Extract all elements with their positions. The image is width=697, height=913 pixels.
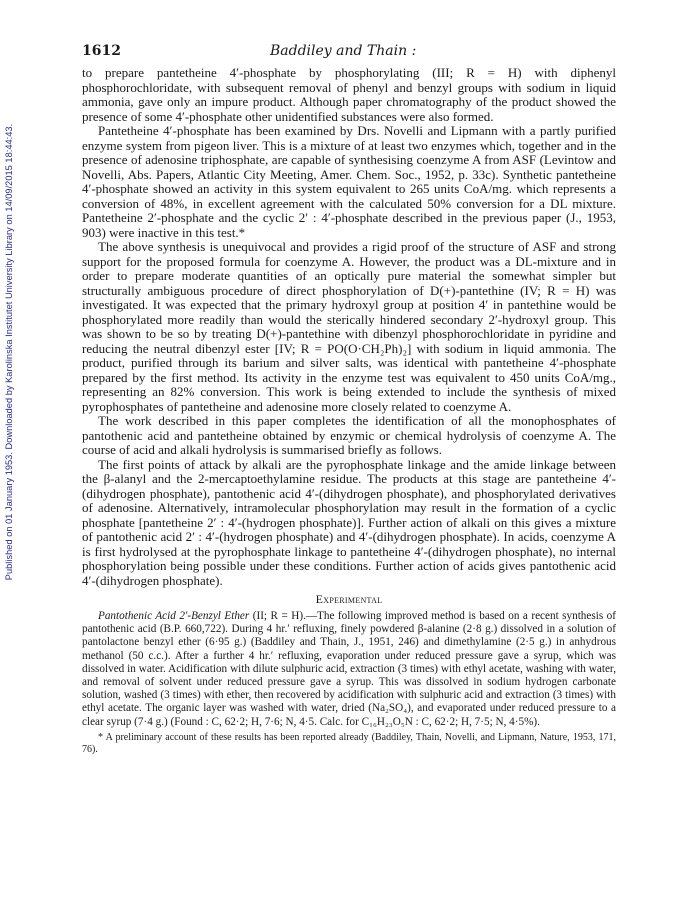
section-heading-experimental: Experimental bbox=[315, 592, 383, 606]
paragraph-2: Pantetheine 4′-phosphate has been examined by Drs. Novelli and Lipmann with a partly purified enzyme system from pigeon liver. This is a mixture of at least two enzymes which, together and in the presence of adenosine triphosphate, are capable of synthesising coenzyme A from ASF (Levintow and Novelli, Abs. Papers, Atlantic City Meeting, Amer. Chem. Soc., 1952, p. 33c). Synthetic pantetheine 4′-phosphate showed an activity in this system equivalent to 265 units CoA/mg. which represents a conversion of 48%, in excellent agreement with the calculated 50% conversion for a DL mixture. Pantetheine 2′-phosphate and the cyclic 2′ : 4′-phosphate described in the previous paper (J., 1953, 903) were inactive in this test.* bbox=[82, 123, 616, 240]
paragraph-4: The work described in this paper completes the identification of all the monophosphates of pantothenic acid and pantetheine obtained by enzymic or chemical hydrolysis of coenzyme A. The course of acid and alkali hydrolysis is summarised briefly as follows. bbox=[82, 413, 616, 457]
page-number: 1612 bbox=[82, 43, 121, 59]
compound-name: Pantothenic Acid 2′-Benzyl Ether bbox=[98, 610, 250, 622]
article-content bbox=[82, 66, 616, 755]
paragraph-1: to prepare pantetheine 4′-phosphate by phosphorylating (III; R = H) with diphenyl phosphorochloridate, with subsequent removal of phenyl and benzyl groups with sodium in liquid ammonia, gave only an impure product. Although paper chromatography of the product showed the presence of some 4′-phosphate other unidentified substances were also formed. bbox=[82, 65, 616, 124]
footnote: * A preliminary account of these results has been reported already (Baddiley, Thain, Novelli, and Lipmann, Nature, 1953, 171, 76). bbox=[82, 731, 616, 755]
page-header bbox=[82, 43, 612, 63]
paragraph-5: The first points of attack by alkali are the pyrophosphate linkage and the amide linkage between the β-alanyl and the 2-mercaptoethylamine residue. The products at this stage are pantetheine 4′-(dihydrogen phosphate), pantothenic acid 4′-(dihydrogen phosphate), and phosphorylated derivatives of adenosine. Alternatively, intramolecular phosphorylation may result in the formation of a cyclic phosphate [pantetheine 2′ : 4′-(hydrogen phosphate)]. Further action of alkali on this gives a mixture of pantothenic acid 2′ : 4′-(hydrogen phosphate) and 4′-(dihydrogen phosphate). In acids, coenzyme A is first hydrolysed at the pyrophosphate linkage to pantetheine 4′-(dihydrogen phosphate), no internal phosphorylation being possible under these conditions. Further action of acids gives pantothenic acid 4′-(dihydrogen phosphate). bbox=[82, 456, 616, 588]
paragraph-3: The above synthesis is unequivocal and provides a rigid proof of the structure of ASF and strong support for the proposed formula for coenzyme A. However, the product was a DL-mixture and in order to prepare moderate quantities of an optically pure material the somewhat simpler but structurally ambiguous procedure of direct phosphorylation of D(+)-pantethine (IV; R = H) was investigated. It was expected that the primary hydroxyl group at position 4′ in pantethine would be phosphorylated more readily than would the sterically hindered secondary 2′-hydroxyl group. This was shown to be so by treating D(+)-pantethine with dibenzyl phosphorochloridate in pyridine and reducing the neutral dibenzyl ester [IV; R = PO(O·CH₂Ph)₂] with sodium in liquid ammonia. The product, purified through its barium and silver salts, was identical with pantetheine 4′-phosphate prepared by the first method. Its activity in the enzyme test was equivalent to 450 units CoA/mg., representing an 82% conversion. This work is being extended to include the synthesis of mixed pyrophosphates of pantetheine and adenosine more closely related to coenzyme A. bbox=[82, 239, 616, 414]
body-text bbox=[82, 66, 616, 588]
download-watermark bbox=[2, 92, 16, 612]
running-title: Baddiley and Thain : bbox=[270, 43, 417, 59]
experimental-paragraph bbox=[82, 610, 616, 729]
experimental-section bbox=[82, 610, 616, 729]
watermark-text: Published on 01 January 1953. Downloaded by Karolinska Institutet University Library on 14/09/2015 18:44:43. bbox=[4, 123, 15, 581]
experimental-text: (II; R = H).—The following improved method is based on a recent synthesis of pantothenic acid (B.P. 660,722). During 4 hr.′ refluxing, finely powdered β-alanine (2·8 g.) dissolved in a solution of pantolactone benzyl ether (6·95 g.) (Baddiley and Thain, J., 1951, 246) and dimethylamine (2·5 g.) in anhydrous methanol (50 c.c.). After a further 4 hr.′ refluxing, evaporation under reduced pressure gave a syrup, which was dissolved in water. Acidification with dilute sulphuric acid, extraction (3 times) with ethyl acetate, washing with water, and removal of solvent under reduced pressure gave a syrup. This was dissolved in sodium hydrogen carbonate solution, washed (3 times) with ether, then recovered by acidification with sulphuric acid and extraction (3 times) with ethyl acetate. The organic layer was washed with water, dried (Na₂SO₄), and evaporated under reduced pressure to a clear syrup (7·4 g.) (Found : C, 62·2; H, 7·6; N, 4·5. Calc. for C₁₆H₂₃O₅N : C, 62·2; H, 7·5; N, 4·5%). bbox=[82, 610, 616, 728]
